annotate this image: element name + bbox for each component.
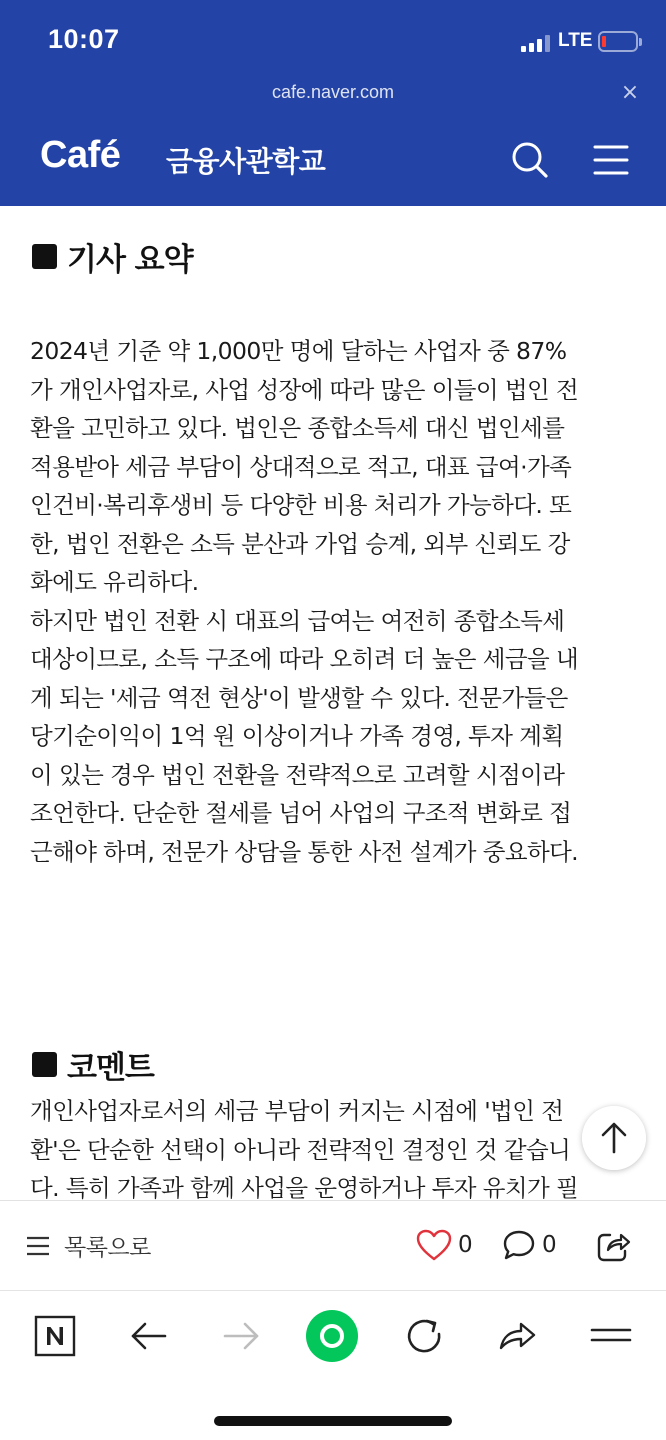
list-icon: [26, 1235, 50, 1257]
cafe-logo[interactable]: Café: [40, 134, 121, 176]
back-icon[interactable]: [126, 1313, 172, 1359]
forward-icon[interactable]: [218, 1313, 264, 1359]
square-bullet-icon: [32, 1052, 57, 1077]
summary-line: 화에도 유리하다.: [30, 568, 199, 596]
share-button[interactable]: [596, 1229, 632, 1263]
comment-line: 환'은 단순한 선택이 아니라 전략적인 결정인 것 같습니: [30, 1135, 571, 1164]
search-icon-svg: [510, 140, 550, 180]
refresh-icon[interactable]: [402, 1313, 448, 1359]
green-dot-icon[interactable]: [303, 1307, 361, 1365]
summary-title: 기사 요약: [67, 242, 193, 278]
summary-line: 적용받아 세금 부담이 상대적으로 적고, 대표 급여·가족: [30, 452, 572, 481]
url-bar[interactable]: [0, 80, 666, 114]
comment-button[interactable]: [502, 1229, 557, 1261]
comment-line: 개인사업자로서의 세금 부담이 커지는 시점에 '법인 전: [30, 1097, 564, 1125]
status-time: 10:07: [48, 24, 120, 54]
summary-paragraph: [30, 332, 638, 871]
summary-line: 환을 고민하고 있다. 법인은 종합소득세 대신 법인세를: [30, 414, 565, 442]
cafe-name[interactable]: 금융사관학교: [166, 145, 326, 178]
article-action-bar: [0, 1200, 666, 1290]
summary-line: 조언한다. 단순한 절세를 넘어 사업의 구조적 변화로 접: [30, 799, 572, 827]
scroll-to-top-button[interactable]: [582, 1106, 646, 1170]
summary-line: 한, 법인 전환은 소득 분산과 가업 승계, 외부 신뢰도 강: [30, 529, 570, 558]
menu-icon[interactable]: [588, 1313, 634, 1359]
back-to-list-label: 목록으로: [64, 1235, 151, 1261]
summary-line: 하지만 법인 전환 시 대표의 급여는 여전히 종합소득세: [30, 606, 565, 635]
menu-icon-svg: [592, 142, 630, 178]
share-icon[interactable]: [494, 1313, 540, 1359]
summary-line: 게 되는 '세금 역전 현상'이 발생할 수 있다. 전문가들은: [30, 683, 568, 712]
network-type: LTE: [558, 30, 593, 51]
battery-icon: [598, 31, 638, 52]
summary-line: 근해야 하며, 전문가 상담을 통한 사전 설계가 중요하다.: [30, 837, 579, 866]
article-body[interactable]: [0, 206, 666, 1200]
like-button[interactable]: [416, 1229, 473, 1261]
status-bar: [0, 0, 666, 80]
comment-paragraph: [30, 1092, 638, 1200]
comment-heading: [32, 1042, 154, 1087]
signal-icon: [521, 34, 553, 52]
arrow-up-icon: [582, 1106, 646, 1170]
comment-count: 0: [542, 1232, 557, 1258]
close-icon[interactable]: ×: [620, 80, 640, 105]
heart-icon: [416, 1229, 452, 1261]
summary-line: 2024년 기준 약 1,000만 명에 달하는 사업자 중 87%: [30, 337, 567, 365]
back-to-list-button[interactable]: [26, 1229, 151, 1262]
summary-heading: [32, 234, 193, 279]
url-text[interactable]: cafe.naver.com: [271, 82, 395, 102]
summary-line: 인건비·복리후생비 등 다양한 비용 처리가 가능하다. 또: [30, 491, 572, 519]
square-bullet-icon: [32, 244, 57, 269]
summary-line: 이 있는 경우 법인 전환을 전략적으로 고려할 시점이라: [30, 760, 565, 789]
search-icon[interactable]: [510, 140, 550, 180]
comment-icon: [502, 1229, 536, 1261]
summary-line: 대상이므로, 소득 구조에 따라 오히려 더 높은 세금을 내: [30, 645, 579, 673]
menu-icon[interactable]: [592, 142, 630, 178]
cafe-header: [0, 114, 666, 206]
like-count: 0: [458, 1232, 473, 1258]
naver-home-icon[interactable]: [32, 1313, 78, 1359]
comment-title: 코멘트: [67, 1050, 154, 1086]
share-box-icon: [596, 1229, 632, 1263]
home-indicator[interactable]: [214, 1416, 452, 1426]
summary-line: 당기순이익이 1억 원 이상이거나 가족 경영, 투자 계획: [30, 722, 564, 750]
summary-line: 가 개인사업자로, 사업 성장에 따라 많은 이들이 법인 전: [30, 375, 579, 404]
comment-line: 다. 특히 가족과 함께 사업을 운영하거나 투자 유치가 필: [30, 1174, 579, 1200]
top-bar: [0, 0, 666, 206]
